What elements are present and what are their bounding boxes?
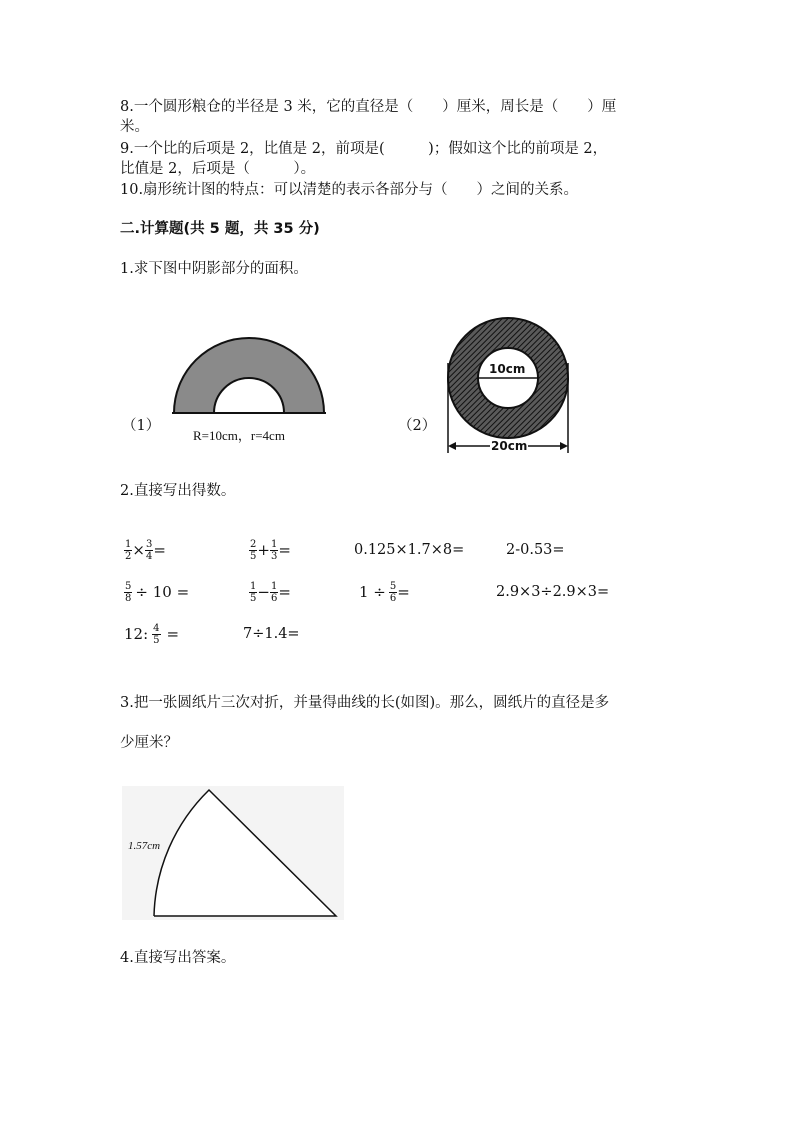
question-9-line2: 比值是 2，后项是（ ）。 bbox=[120, 161, 316, 177]
figure-1-label: （1） bbox=[122, 418, 161, 434]
fraction: $\frac{1}{6}$ bbox=[270, 580, 278, 604]
figure-annulus bbox=[440, 318, 580, 458]
fraction: $\frac{4}{5}$ bbox=[153, 622, 160, 646]
expr-10: 7÷1.4= bbox=[243, 626, 300, 642]
question-8-line2: 米。 bbox=[120, 119, 149, 135]
question-3-line2: 少厘米？ bbox=[120, 735, 178, 751]
figure-2-inner-diameter: 10cm bbox=[489, 362, 526, 376]
fraction: $\frac{1}{2}$ bbox=[125, 538, 132, 562]
question-1: 1.求下图中阴影部分的面积。 bbox=[120, 261, 308, 277]
expr-7: 1 ÷ $\frac{5}{6}$ = bbox=[359, 580, 410, 604]
arc-length-label: 1.57cm bbox=[128, 840, 161, 852]
section-title: 二.计算题(共 5 题，共 35 分) bbox=[120, 221, 320, 237]
question-3-line1: 3.把一张圆纸片三次对折，并量得曲线的长(如图)。那么，圆纸片的直径是多 bbox=[120, 695, 610, 711]
fraction: $\frac{5}{8}$ bbox=[125, 580, 132, 604]
figure-semicircle-ring bbox=[170, 330, 330, 420]
question-10: 10.扇形统计图的特点：可以清楚的表示各部分与（ ）之间的关系。 bbox=[120, 182, 579, 198]
fraction: $\frac{1}{3}$ bbox=[270, 538, 278, 562]
fraction: $\frac{1}{5}$ bbox=[250, 580, 257, 604]
question-4: 4.直接写出答案。 bbox=[120, 950, 236, 966]
figure-1-caption: R=10cm，r=4cm bbox=[193, 428, 285, 443]
expr-2: $\frac{2}{5}$ + $\frac{1}{3}$ = bbox=[250, 538, 291, 562]
question-9-line1: 9.一个比的后项是 2，比值是 2，前项是( )；假如这个比的前项是 2， bbox=[120, 141, 608, 157]
figure-2-outer-diameter: 20cm bbox=[491, 439, 528, 453]
expr-5: $\frac{5}{8}$ ÷ 10 = bbox=[125, 580, 190, 604]
expr-6: $\frac{1}{5}$ − $\frac{1}{6}$ = bbox=[250, 580, 291, 604]
expr-3: 0.125×1.7×8= bbox=[354, 542, 465, 558]
expr-9: 12: $\frac{4}{5}$ = bbox=[124, 622, 180, 646]
figure-2-label: （2） bbox=[398, 418, 437, 434]
fraction: $\frac{3}{4}$ bbox=[145, 538, 153, 562]
expr-4: 2-0.53= bbox=[506, 542, 565, 558]
question-8-line1: 8.一个圆形粮仓的半径是 3 米，它的直径是（ ）厘米，周长是（ ）厘 bbox=[120, 99, 617, 115]
question-2: 2.直接写出得数。 bbox=[120, 483, 236, 499]
fraction: $\frac{5}{6}$ bbox=[389, 580, 397, 604]
expr-1: $\frac{1}{2}$ × $\frac{3}{4}$ = bbox=[125, 538, 166, 562]
fraction: $\frac{2}{5}$ bbox=[250, 538, 257, 562]
expr-8: 2.9×3÷2.9×3= bbox=[496, 584, 610, 600]
